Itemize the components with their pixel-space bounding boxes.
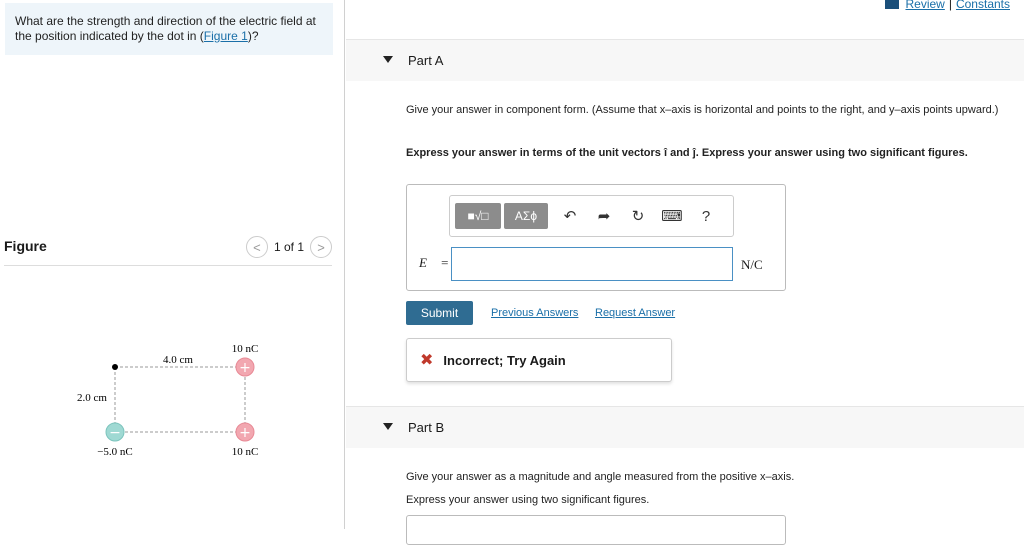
plus-sign-bottom: + <box>239 425 251 441</box>
help-icon[interactable]: ? <box>701 207 711 225</box>
e-vector-label: E⃗ = <box>419 255 450 270</box>
previous-answers-link[interactable]: Previous Answers <box>491 307 579 319</box>
part-a-answer-box <box>406 184 786 291</box>
book-icon <box>885 0 899 9</box>
side-distance-label: 2.0 cm <box>77 392 107 404</box>
keyboard-icon[interactable]: ⌨ <box>661 208 683 225</box>
part-b-instruction: Give your answer as a magnitude and angle measured from the positive x–axis. <box>406 471 795 483</box>
bottom-right-charge-label: 10 nC <box>231 446 259 458</box>
figure-page-count: 1 of 1 <box>273 240 304 254</box>
next-figure-button[interactable]: > <box>310 236 332 258</box>
part-a-instruction: Give your answer in component form. (Assume that x–axis is horizontal and points to the right, and y–axis points upward.) <box>406 104 999 116</box>
part-a-label: Part A <box>408 53 444 68</box>
top-distance-label: 4.0 cm <box>163 354 193 366</box>
feedback-box <box>406 338 672 382</box>
constants-link[interactable]: Constants <box>955 0 1010 11</box>
prev-figure-button[interactable]: < <box>246 236 268 258</box>
top-links <box>885 0 1010 11</box>
submit-button[interactable]: Submit <box>406 301 473 325</box>
math-toolbar <box>449 195 734 237</box>
collapse-triangle-icon[interactable] <box>383 423 393 430</box>
greek-symbols-button[interactable]: AΣϕ <box>504 203 548 229</box>
links-separator: | <box>948 0 952 11</box>
part-a-format-instruction: Express your answer in terms of the unit vectors î and ĵ. Express your answer using two significant figures. <box>406 147 968 159</box>
figure-header <box>4 236 332 266</box>
part-a-header[interactable] <box>346 39 1024 81</box>
question-box <box>5 3 333 55</box>
unit-label: N/C <box>741 257 763 272</box>
bottom-left-charge-label: −5.0 nC <box>97 446 133 458</box>
question-text: What are the strength and direction of the electric field at the position indicated by the dot in ( <box>15 14 316 43</box>
part-b-header[interactable] <box>346 406 1024 448</box>
figure-title: Figure <box>4 238 47 254</box>
undo-icon[interactable]: ↶ <box>563 208 577 225</box>
top-charge-label: 10 nC <box>231 343 259 355</box>
question-text-end: )? <box>247 29 259 43</box>
incorrect-x-icon: ✖ <box>420 352 434 369</box>
charge-diagram <box>60 330 280 470</box>
feedback-text: Incorrect; Try Again <box>443 352 566 368</box>
minus-sign: − <box>109 425 121 441</box>
reset-icon[interactable]: ↻ <box>631 208 645 225</box>
field-point-dot <box>112 364 118 370</box>
plus-sign-top: + <box>239 360 251 376</box>
templates-button[interactable]: ■√□ <box>455 203 501 229</box>
collapse-triangle-icon[interactable] <box>383 56 393 63</box>
part-b-label: Part B <box>408 420 445 435</box>
left-panel <box>0 0 345 529</box>
review-link[interactable]: Review <box>905 0 945 11</box>
part-b-format-instruction: Express your answer using two significant figures. <box>406 494 650 506</box>
redo-icon[interactable]: ➦ <box>597 208 611 225</box>
part-b-answer-box <box>406 515 786 545</box>
e-answer-input[interactable] <box>451 247 733 281</box>
figure-link[interactable]: Figure 1 <box>203 29 248 43</box>
request-answer-link[interactable]: Request Answer <box>595 307 676 319</box>
figure-pager <box>246 236 332 258</box>
right-panel <box>346 0 1024 529</box>
